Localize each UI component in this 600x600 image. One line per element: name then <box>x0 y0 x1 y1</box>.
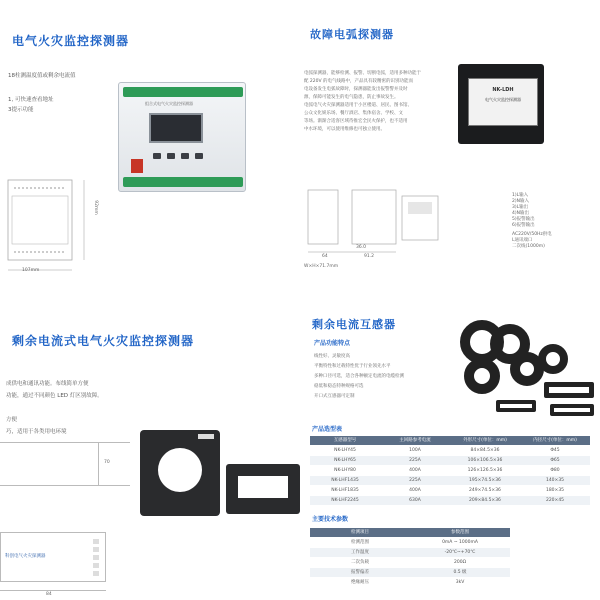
note: 二次线(1000m) <box>512 244 545 249</box>
cell: 195×74.5×36 <box>469 478 501 483</box>
cell: 630A <box>409 498 421 503</box>
legend-item: 1)L输入 <box>512 193 529 198</box>
desc-line: 公众文化娱乐场、餐厅酒店、集体宿舍、学校、文 <box>304 111 403 116</box>
table-row <box>310 496 590 505</box>
cell: 3kV <box>455 580 465 585</box>
table-row <box>310 486 590 495</box>
dimension-label: 64 <box>322 254 328 259</box>
device-faceplate <box>468 78 538 126</box>
terminal-strip <box>123 177 243 187</box>
cell: 140×35 <box>545 478 565 483</box>
params-row <box>310 568 510 577</box>
size-label: W×H×71.7mm <box>304 264 339 269</box>
dimension-drawing <box>0 170 110 280</box>
transformer-coil <box>538 344 568 374</box>
cell: NK-LHY45 <box>334 448 356 453</box>
table-row <box>310 476 590 485</box>
device-label: 电气火灾监控探测器 <box>485 97 521 102</box>
transformer-image-2 <box>226 464 300 514</box>
product-drawing <box>0 532 106 582</box>
cell: NK-LHF2245 <box>331 498 359 503</box>
desc-line: 等场。渐渐合适客区域待推宏全民火保护，也不适用 <box>304 119 408 124</box>
transformer-coil <box>464 358 500 394</box>
desc-line: 电弧电气火灾探测器适用于小区楼道、居民、图书馆、 <box>304 103 412 108</box>
device-button <box>153 153 161 159</box>
panel-title: 剩余电流式电气火灾监控探测器 <box>12 334 195 348</box>
panel-title: 故障电弧探测器 <box>310 28 394 41</box>
cell: Φ45 <box>550 448 560 453</box>
feature-line: 1, 可快速查看地址 <box>8 97 54 103</box>
arc-detector-image <box>458 64 544 144</box>
params-title: 主要技术参数 <box>312 516 349 523</box>
cell: -20℃~+70℃ <box>444 550 476 555</box>
cell: 0.5 级 <box>453 570 467 575</box>
cell: 100A <box>409 448 421 453</box>
panel-title: 剩余电流互感器 <box>312 318 396 331</box>
cell: 209×84.5×36 <box>469 498 501 503</box>
col-header: 互感器型号 <box>333 438 357 443</box>
transformer-image <box>140 430 220 516</box>
rectangular-transformer <box>496 400 536 412</box>
cell: 绝缘耐压 <box>351 580 369 585</box>
col-header: 主回路参考电流 <box>399 438 431 443</box>
desc-line: 电弧探测器，能够检测、报警、切断电弧，适用多种功能于 <box>304 71 421 76</box>
table-row <box>310 466 590 475</box>
cell: 工作温度 <box>351 550 369 555</box>
cell: Φ80 <box>550 468 560 473</box>
dimension-height: 70 <box>104 460 110 465</box>
cell: 225A <box>409 478 421 483</box>
legend-item: 4)N输出 <box>512 211 529 216</box>
cell: NK-LHY80 <box>334 468 356 473</box>
cell: NK-LHF1435 <box>331 478 359 483</box>
col-header: 检测项目 <box>351 530 369 535</box>
cell: 检测范围 <box>351 540 369 545</box>
device-button <box>181 153 189 159</box>
params-header <box>310 528 510 537</box>
params-row <box>310 538 510 547</box>
legend-item: 6)报警输出 <box>512 223 535 228</box>
drawing-line <box>0 590 106 591</box>
table-title: 产品选型表 <box>312 426 343 433</box>
device-name: NK-LDH <box>492 87 514 93</box>
cell: 200Ω <box>453 560 467 565</box>
cell: 220×45 <box>545 498 565 503</box>
dimension-label: 91.2 <box>364 254 375 259</box>
drawing-line <box>98 442 99 486</box>
legend-item: 2)N输入 <box>512 199 529 204</box>
feature-item: 多种口径可选，适合各种额定电流的电缆检测 <box>314 374 404 379</box>
transformer-slot <box>238 476 288 498</box>
red-label <box>131 159 143 173</box>
table-row <box>310 456 590 465</box>
panel-electric-fire-detector <box>0 0 300 300</box>
transformer-hole <box>158 448 202 492</box>
cell: 0mA ~ 1000mA <box>442 540 478 545</box>
dimension-height: 92mm <box>92 200 98 215</box>
led-strip <box>93 539 99 577</box>
dimension-label: 36.0 <box>356 245 367 250</box>
params-row <box>310 578 510 587</box>
cell: 400A <box>409 488 421 493</box>
note: L通讯端口 <box>512 238 533 243</box>
din-rail-device-image <box>118 82 246 192</box>
legend-item: 3)L输出 <box>512 205 529 210</box>
feature-line: 功能，通过不同颜色 LED 灯区别故障。 <box>6 393 103 399</box>
rectangular-transformer <box>550 404 594 416</box>
feature-item: 稳低和稳态特种规格可选 <box>314 384 364 389</box>
cell: 84×84.5×36 <box>470 448 500 453</box>
device-label: 组合式电气火灾监控探测器 <box>145 101 193 106</box>
feature-line: 成供电和通讯功能。布线简单方便 <box>6 381 89 387</box>
table-row <box>310 446 590 455</box>
desc-line: 配 220V 的电气线路中，产品具有较精密的识别功能而 <box>304 79 414 84</box>
cell: 180×35 <box>545 488 565 493</box>
params-row <box>310 558 510 567</box>
device-button <box>195 153 203 159</box>
cell: NK-LHY65 <box>334 458 356 463</box>
desc-line: 中水环境，可以使用维修也可独立使用。 <box>304 127 385 132</box>
col-header: 内径尺寸(单位：mm) <box>533 438 577 443</box>
panel-residual-current-fire-detector <box>0 300 300 600</box>
features-title: 产品功能特点 <box>314 340 351 347</box>
cell: 报警偏差 <box>351 570 369 575</box>
drawing-line <box>0 485 130 486</box>
dimension-width: 107mm <box>22 268 40 273</box>
panel-arc-fault-detector <box>300 0 600 300</box>
col-header: 参数范围 <box>451 530 469 535</box>
desc-line: 电设备发生电弧故障时，探测器能发出报警警并及时 <box>304 87 408 92</box>
transformer-label <box>198 434 214 439</box>
feature-item: 线性好、灵敏度高 <box>314 354 350 359</box>
note: AC220V/50Hz供电 <box>512 232 552 237</box>
panel-residual-current-transformer <box>300 300 600 600</box>
feature-item: 平衡特性和过载特性优于行业领先水平 <box>314 364 391 369</box>
feature-line: 18柱测温度值或剩余电流值 <box>8 73 76 79</box>
table-header <box>310 436 590 445</box>
cell: Φ65 <box>550 458 560 463</box>
cell: 249×74.5×36 <box>469 488 501 493</box>
device-button <box>167 153 175 159</box>
feature-line: 3提示功能 <box>8 107 34 113</box>
cell: 126×126.5×36 <box>467 468 503 473</box>
rectangular-transformer <box>544 382 594 398</box>
terminal-strip <box>123 87 243 97</box>
feature-line: 巧，适用于各类用电环境 <box>6 429 67 435</box>
panel-title: 电气火灾监控探测器 <box>12 34 130 48</box>
feature-line: 方便 <box>6 417 18 423</box>
drawing-line <box>0 442 130 443</box>
cell: 400A <box>409 468 421 473</box>
cell: 二次负载 <box>351 560 369 565</box>
col-header: 外形尺寸(单位：mm) <box>463 438 507 443</box>
lcd-screen <box>149 113 203 143</box>
params-row <box>310 548 510 557</box>
feature-item: 开口式互感器可定制 <box>314 394 355 399</box>
legend-item: 5)报警输出 <box>512 217 535 222</box>
cell: NK-LHF1835 <box>331 488 359 493</box>
brand-label: 科创电气火灾探测器 <box>5 554 46 559</box>
desc-line: 源，保障可能发生的电气隐患，防止事故发生。 <box>304 95 399 100</box>
cell: 106×106.5×36 <box>467 458 503 463</box>
cell: 225A <box>409 458 421 463</box>
dimension-width: 84 <box>46 592 52 597</box>
